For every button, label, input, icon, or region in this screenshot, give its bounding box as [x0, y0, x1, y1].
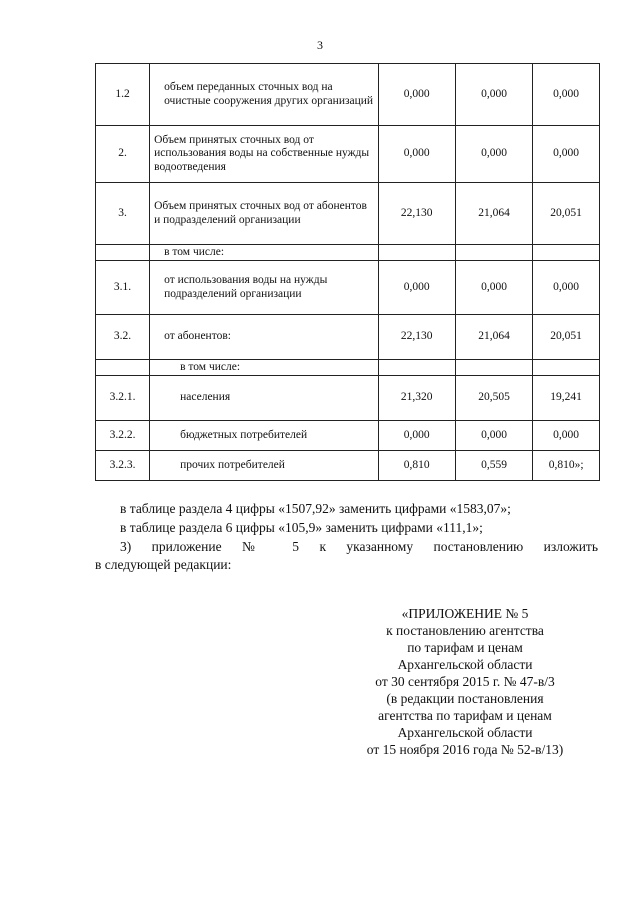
row-value-3: 20,051: [533, 315, 600, 360]
row-value-1: 22,130: [378, 183, 455, 245]
row-description: от использования воды на нужды подразделений организации: [150, 261, 378, 315]
table-row: [96, 126, 600, 183]
appendix-line: Архангельской области: [397, 725, 533, 740]
appendix-line: от 15 ноября 2016 года № 52-в/13): [366, 742, 564, 757]
row-number: 3.2.2.: [96, 421, 150, 451]
table-row: [96, 376, 600, 421]
row-value-3: [533, 245, 600, 261]
table-row: [96, 451, 600, 481]
row-value-3: 0,810»;: [533, 451, 600, 481]
amendment-paragraph-continuation: в следующей редакции:: [95, 557, 232, 572]
amendment-paragraph-section-6: в таблице раздела 6 цифры «105,9» заменить цифрами «111,1»;: [120, 520, 483, 535]
row-value-2: 0,000: [455, 261, 532, 315]
appendix-line: Архангельской области: [397, 657, 533, 672]
amendment-paragraph-section-4: в таблице раздела 4 цифры «1507,92» заменить цифрами «1583,07»;: [120, 501, 511, 516]
row-value-2: 0,000: [455, 126, 532, 183]
row-value-1: 22,130: [378, 315, 455, 360]
row-value-3: 20,051: [533, 183, 600, 245]
table-row: [96, 245, 600, 261]
row-value-2: [455, 245, 532, 261]
row-value-3: 0,000: [533, 64, 600, 126]
row-number: 3.2.: [96, 315, 150, 360]
row-number: 3.2.3.: [96, 451, 150, 481]
row-description: прочих потребителей: [150, 451, 378, 481]
row-description: от абонентов:: [150, 315, 378, 360]
appendix-line: агентства по тарифам и ценам: [378, 708, 552, 723]
row-number: [96, 360, 150, 376]
row-value-2: 21,064: [455, 315, 532, 360]
row-description: в том числе:: [150, 360, 378, 376]
row-description: в том числе:: [150, 245, 378, 261]
row-value-2: 0,000: [455, 64, 532, 126]
appendix-header: [330, 605, 600, 758]
row-number: 3.: [96, 183, 150, 245]
appendix-line: по тарифам и ценам: [407, 640, 523, 655]
page-number: 3: [317, 38, 323, 52]
table-row: [96, 360, 600, 376]
row-number: [96, 245, 150, 261]
row-number: 2.: [96, 126, 150, 183]
table-row: [96, 64, 600, 126]
appendix-line: к постановлению агентства: [386, 623, 544, 638]
row-description: населения: [150, 376, 378, 421]
row-description: бюджетных потребителей: [150, 421, 378, 451]
row-value-1: 0,000: [378, 64, 455, 126]
row-number: 3.2.1.: [96, 376, 150, 421]
table-row: [96, 183, 600, 245]
row-value-2: [455, 360, 532, 376]
row-value-1: 0,000: [378, 126, 455, 183]
row-description: Объем принятых сточных вод от использования воды на собственные нужды водоотведения: [150, 126, 378, 183]
row-value-1: 21,320: [378, 376, 455, 421]
row-description: объем переданных сточных вод на очистные сооружения других организаций: [150, 64, 378, 126]
table-row: [96, 421, 600, 451]
row-value-3: 0,000: [533, 261, 600, 315]
row-value-1: [378, 245, 455, 261]
appendix-line: от 30 сентября 2015 г. № 47-в/3: [375, 674, 555, 689]
appendix-line: (в редакции постановления: [386, 691, 544, 706]
row-value-2: 21,064: [455, 183, 532, 245]
row-value-1: 0,000: [378, 421, 455, 451]
row-value-1: [378, 360, 455, 376]
row-value-3: 0,000: [533, 421, 600, 451]
amendment-paragraph-appendix: 3) приложение № 5 к указанному постановлению изложить: [120, 539, 598, 554]
row-number: 1.2: [96, 64, 150, 126]
table-row: [96, 315, 600, 360]
row-value-2: 0,000: [455, 421, 532, 451]
row-value-3: 0,000: [533, 126, 600, 183]
wastewater-volume-table: [95, 63, 600, 481]
row-number: 3.1.: [96, 261, 150, 315]
row-value-3: [533, 360, 600, 376]
appendix-line: «ПРИЛОЖЕНИЕ № 5: [401, 606, 529, 621]
row-description: Объем принятых сточных вод от абонентов и подразделений организации: [150, 183, 378, 245]
row-value-2: 0,559: [455, 451, 532, 481]
table-row: [96, 261, 600, 315]
row-value-1: 0,810: [378, 451, 455, 481]
row-value-1: 0,000: [378, 261, 455, 315]
row-value-2: 20,505: [455, 376, 532, 421]
row-value-3: 19,241: [533, 376, 600, 421]
